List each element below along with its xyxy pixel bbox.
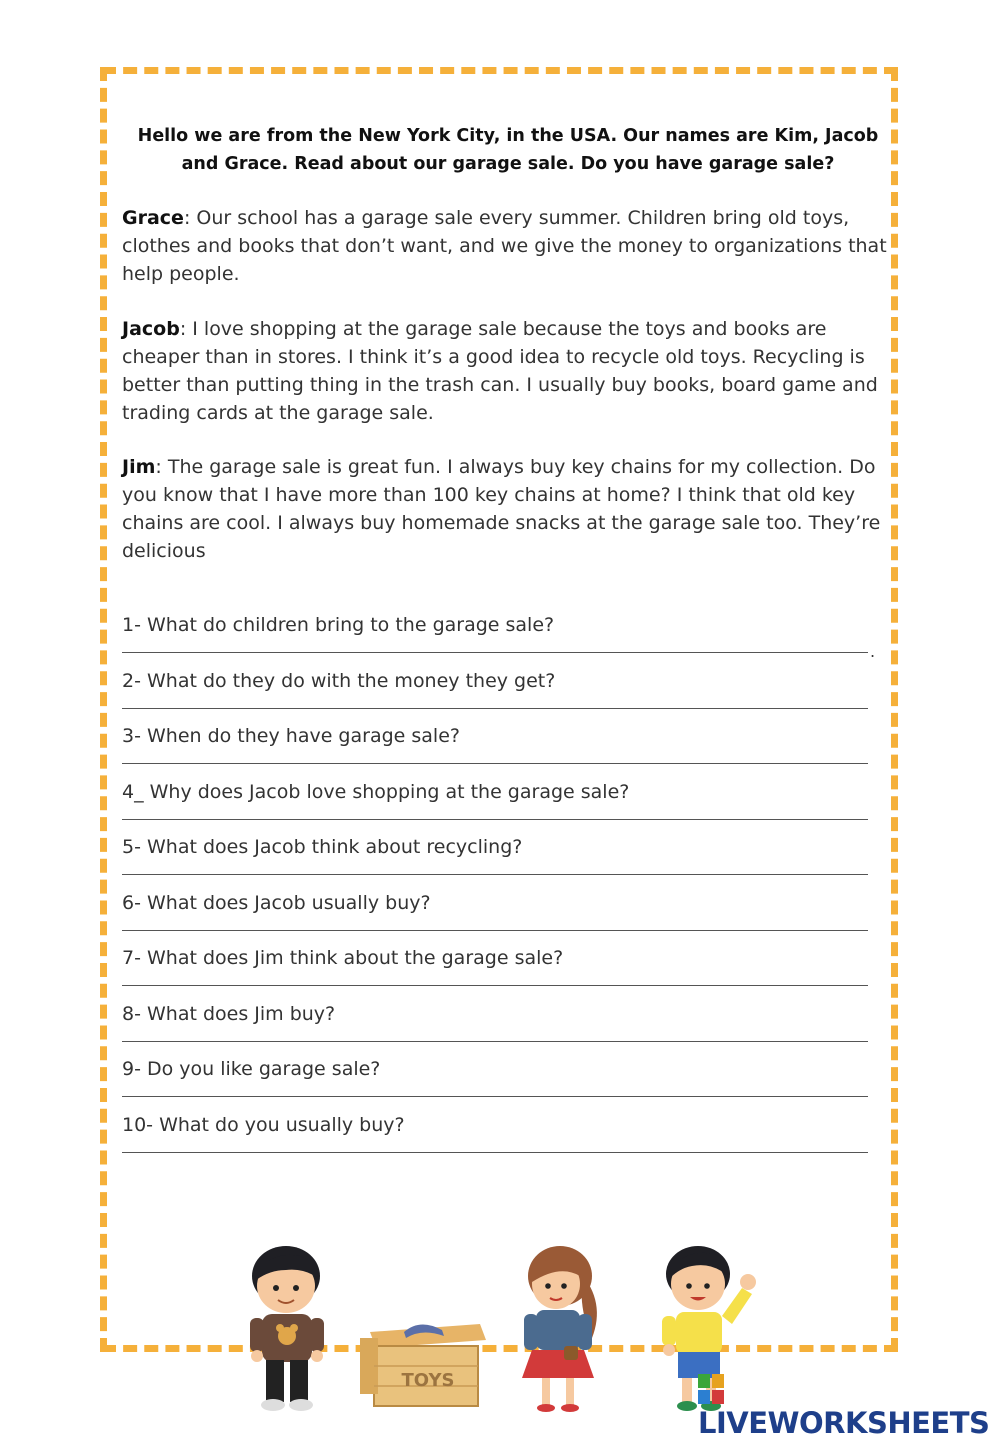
toy-box-illustration xyxy=(360,1318,490,1410)
answer-line[interactable] xyxy=(122,1041,868,1042)
question-text: 7- What does Jim think about the garage sale? xyxy=(122,947,564,969)
question-item xyxy=(122,1001,882,1057)
answer-line[interactable] xyxy=(122,1096,868,1097)
paragraph-grace xyxy=(122,204,897,288)
question-text: 5- What does Jacob think about recycling? xyxy=(122,836,523,858)
question-text: 1- What do children bring to the garage sale? xyxy=(122,614,555,636)
question-item xyxy=(122,723,882,779)
speaker-name: Jim xyxy=(122,456,156,478)
answer-line[interactable] xyxy=(122,985,868,986)
frame-left-border xyxy=(100,67,107,1352)
question-item xyxy=(122,1056,882,1112)
answer-line[interactable] xyxy=(122,819,868,820)
question-item xyxy=(122,668,882,724)
question-item xyxy=(122,834,882,890)
liveworksheets-logo xyxy=(698,1372,1000,1440)
paragraph-text: I love shopping at the garage sale because the toys and books are cheaper than in stores. I think it’s a good idea to recycle old toys. Recycling is better than putting thing in the trash can. I usually buy books, board game and trading cards at the garage sale. xyxy=(122,318,878,424)
question-item xyxy=(122,945,882,1001)
intro-text: Hello we are from the New York City, in the USA. Our names are Kim, Jacob and Grace. Read about our garage sale. Do you have garage sale? xyxy=(137,126,879,174)
question-text: 6- What does Jacob usually buy? xyxy=(122,891,431,914)
logo-text: LIVEWORKSHEETS xyxy=(698,1406,990,1440)
separator: : xyxy=(183,207,197,229)
question-list xyxy=(122,612,882,1167)
paragraph-jim xyxy=(122,453,897,565)
answer-line[interactable] xyxy=(122,874,868,875)
liveworksheets-logo-icon xyxy=(698,1374,724,1404)
question-item xyxy=(122,779,882,835)
answer-line[interactable] xyxy=(122,1152,868,1153)
girl-illustration xyxy=(510,1242,610,1414)
answer-line[interactable] xyxy=(122,930,868,931)
question-text: 3- When do they have garage sale? xyxy=(122,725,460,747)
question-item xyxy=(122,890,882,946)
boy-bear-shirt-illustration xyxy=(240,1242,335,1414)
speaker-name: Grace xyxy=(122,207,184,229)
speaker-name: Jacob xyxy=(122,318,180,340)
paragraph-text: The garage sale is great fun. I always buy key chains for my collection. Do you know that I have more than 100 key chains at home? I think that old key chains are cool. I always buy homemade snacks at the garage sale too. They’re delicious xyxy=(122,456,881,562)
separator: : xyxy=(179,318,193,340)
separator: : xyxy=(155,456,168,478)
question-text: 2- What do they do with the money they get? xyxy=(122,669,556,692)
frame-top-border xyxy=(102,67,898,74)
answer-line[interactable] xyxy=(122,763,868,764)
question-text: 8- What does Jim buy? xyxy=(122,1002,336,1025)
question-item xyxy=(122,1112,882,1168)
frame-bottom-border xyxy=(102,1345,898,1352)
answer-line[interactable] xyxy=(122,652,868,653)
paragraph-text: Our school has a garage sale every summer. Children bring old toys, clothes and books that don’t want, and we give the money to organizations that help people. xyxy=(122,207,887,285)
toy-box-label: TOYS xyxy=(401,1370,455,1391)
question-text: 9- Do you like garage sale? xyxy=(122,1058,381,1080)
question-text: 4_ Why does Jacob love shopping at the garage sale? xyxy=(122,780,630,803)
question-text: 10- What do you usually buy? xyxy=(122,1113,405,1136)
answer-line[interactable] xyxy=(122,708,868,709)
question-item xyxy=(122,612,882,668)
answer-line-period: . xyxy=(870,642,876,661)
paragraph-jacob xyxy=(122,315,897,427)
